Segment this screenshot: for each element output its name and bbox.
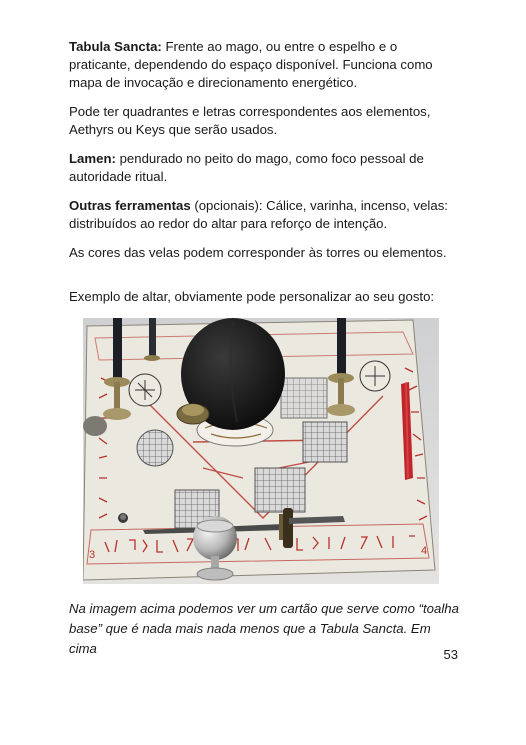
paragraph-quadrants xyxy=(69,103,461,139)
paragraph-lamen xyxy=(69,150,461,186)
paragraph-text: Frente ao mago, ou entre o espelho e o praticante, dependendo do espaço disponível. Funciona como mapa de invocação e direcionamento energético. xyxy=(69,39,433,90)
paragraph-text: As cores das velas podem corresponder às torres ou elementos. xyxy=(69,245,447,260)
term-tabula-sancta: Tabula Sancta: xyxy=(69,39,162,54)
altar-photo xyxy=(83,318,439,584)
image-caption: Na imagem acima podemos ver um cartão que serve como “toalha base” que é nada mais nada menos que a Tabula Sancta. Em cima xyxy=(69,601,459,656)
paragraph-tabula-sancta xyxy=(69,38,461,92)
chalice xyxy=(193,516,237,580)
paragraph-text: (opcionais): Cálice, varinha, incenso, velas: distribuídos ao redor do altar para reforço de intenção. xyxy=(69,198,448,231)
corner-number-4: 4 xyxy=(421,545,428,557)
page-number: 53 xyxy=(443,647,458,662)
paragraph-candles xyxy=(69,244,461,262)
tablet-grid-right xyxy=(303,422,347,462)
paragraph-tools xyxy=(69,197,461,233)
term-outras-ferramentas: Outras ferramentas xyxy=(69,198,191,213)
paragraph-text: Pode ter quadrantes e letras correspondentes aos elementos, Aethyrs ou Keys que serão usados. xyxy=(69,104,431,137)
altar-illustration xyxy=(83,318,439,584)
stone xyxy=(83,416,107,436)
term-lamen: Lamen: xyxy=(69,151,116,166)
tablet-grid-upper xyxy=(281,378,327,418)
tablet-circle-left xyxy=(137,430,173,466)
figure-intro: Exemplo de altar, obviamente pode personalizar ao seu gosto: xyxy=(69,289,435,304)
body-text xyxy=(69,38,461,273)
paragraph-text: pendurado no peito do mago, como foco pessoal de autoridade ritual. xyxy=(69,151,424,184)
tablet-grid-center xyxy=(255,468,305,512)
corner-number-3: 3 xyxy=(89,549,96,561)
